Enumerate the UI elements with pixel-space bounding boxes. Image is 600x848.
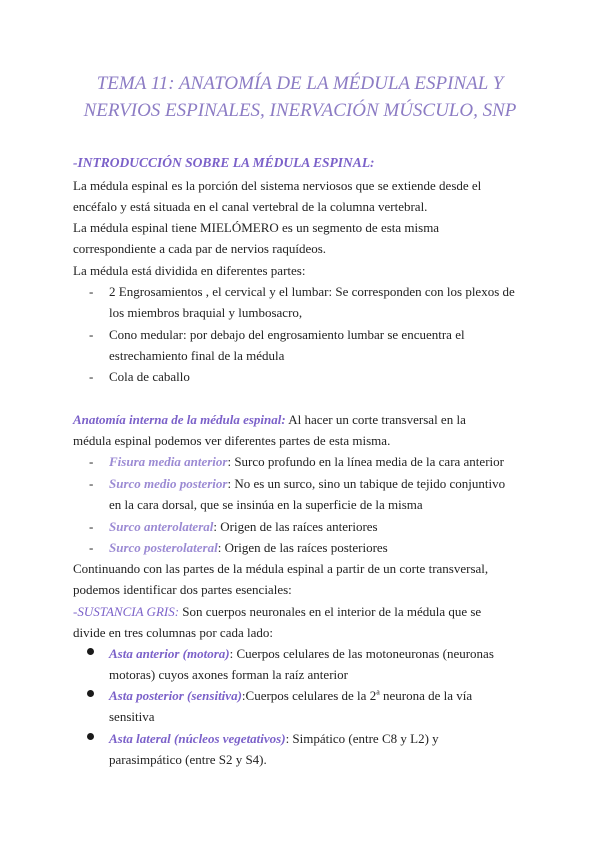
list-item-1-line-1: 2 Engrosamientos , el cervical y el lumbar: Se corresponden con los plexos de — [109, 284, 515, 299]
title-line-2: NERVIOS ESPINALES, INERVACIÓN MÚSCULO, SNP — [83, 100, 517, 121]
superscript-a: a — [376, 687, 380, 697]
intro-heading: -INTRODUCCIÓN SOBRE LA MÉDULA ESPINAL: — [73, 155, 375, 170]
term-asta-anterior: Asta anterior (motora) — [109, 646, 230, 661]
internal-item-1-desc: : Surco profundo en la línea media de la cara anterior — [227, 454, 504, 469]
internal-anatomy-heading: Anatomía interna de la médula espinal: — [73, 412, 286, 427]
internal-item-1 — [109, 451, 599, 472]
internal-item-4 — [109, 537, 599, 558]
internal-item-3-desc: : Origen de las raíces anteriores — [213, 519, 378, 534]
bullet-item-2-desc-a: :Cuerpos celulares de la 2 — [241, 688, 377, 703]
internal-anatomy-line-2: médula espinal podemos ver diferentes partes de esta misma. — [73, 433, 391, 448]
list-item-2-line-1: Cono medular: por debajo del engrosamiento lumbar se encuentra el — [109, 327, 465, 342]
term-fisura-media-anterior: Fisura media anterior — [109, 454, 228, 469]
continuation-line-1: Continuando con las partes de la médula espinal a partir de un corte transversal, — [73, 561, 489, 576]
bullet-item-3-line-2: parasimpático (entre S2 y S4). — [109, 752, 267, 767]
list-item-2-line-2: estrechamiento final de la médula — [109, 348, 285, 363]
internal-anatomy-line-1 — [73, 409, 563, 430]
gray-matter-line-1 — [73, 601, 563, 622]
internal-item-4-desc: : Origen de las raíces posteriores — [217, 540, 388, 555]
intro-paragraph-3: La médula está dividida en diferentes partes: — [73, 263, 306, 278]
list-dash: - — [89, 327, 94, 342]
list-dash: - — [89, 519, 94, 534]
list-dash: - — [89, 540, 94, 555]
list-dash: - — [89, 476, 94, 491]
continuation-line-2: podemos identificar dos partes esenciales: — [73, 582, 292, 597]
bullet-item-2 — [109, 685, 599, 706]
gray-matter-text: Son cuerpos neuronales en el interior de la médula que se — [179, 604, 482, 619]
gray-matter-heading: -SUSTANCIA GRIS: — [73, 604, 180, 619]
bullet-icon — [87, 733, 94, 740]
term-surco-medio-posterior: Surco medio posterior — [109, 476, 228, 491]
intro-paragraph-2-line-1: La médula espinal tiene MIELÓMERO es un segmento de esta misma — [73, 220, 440, 235]
intro-paragraph-2-line-2: correspondiente a cada par de nervios raquídeos. — [73, 241, 327, 256]
list-item-1-line-2: los miembros braquial y lumbosacro, — [109, 305, 303, 320]
list-dash: - — [89, 284, 94, 299]
bullet-item-1-line-2: motoras) cuyos axones forman la raíz anterior — [109, 667, 348, 682]
intro-paragraph-1-line-2: encéfalo y está situada en el canal vertebral de la columna vertebral. — [73, 199, 428, 214]
list-item-3: Cola de caballo — [109, 369, 190, 384]
bullet-item-1-desc: : Cuerpos celulares de las motoneuronas (neuronas — [229, 646, 494, 661]
bullet-item-1 — [109, 643, 599, 664]
bullet-icon — [87, 648, 94, 655]
term-asta-lateral: Asta lateral (núcleos vegetativos) — [109, 731, 286, 746]
internal-anatomy-text: Al hacer un corte transversal en la — [285, 412, 466, 427]
list-dash: - — [89, 454, 94, 469]
internal-item-2 — [109, 473, 599, 494]
bullet-icon — [87, 690, 94, 697]
bullet-item-2-desc-b: neurona de la vía — [379, 688, 473, 703]
bullet-item-3 — [109, 728, 599, 749]
bullet-item-2-line-2: sensitiva — [109, 709, 155, 724]
bullet-item-3-desc: : Simpático (entre C8 y L2) y — [285, 731, 439, 746]
internal-item-2-desc: : No es un surco, sino un tabique de tejido conjuntivo — [227, 476, 506, 491]
term-surco-anterolateral: Surco anterolateral — [109, 519, 214, 534]
gray-matter-line-2: divide en tres columnas por cada lado: — [73, 625, 273, 640]
term-surco-posterolateral: Surco posterolateral — [109, 540, 218, 555]
intro-paragraph-1-line-1: La médula espinal es la porción del sistema nerviosos que se extiende desde el — [73, 178, 482, 193]
title-line-1: TEMA 11: ANATOMÍA DE LA MÉDULA ESPINAL Y — [96, 73, 504, 94]
term-asta-posterior: Asta posterior (sensitiva) — [109, 688, 242, 703]
page-title — [40, 70, 560, 124]
internal-item-2-line-2: en la cara dorsal, que se insinúa en la superficie de la misma — [109, 497, 423, 512]
list-dash: - — [89, 369, 94, 384]
internal-item-3 — [109, 516, 599, 537]
